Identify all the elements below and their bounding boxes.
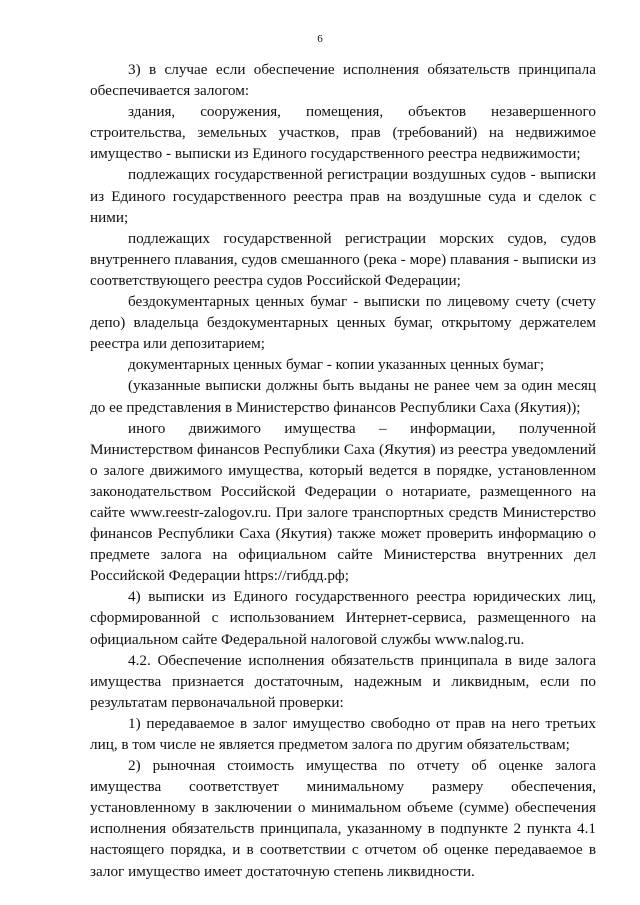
document-body	[90, 59, 596, 882]
paragraph-free-of-rights: 1) передаваемое в залог имущество свободно от прав на него третьих лиц, в том числе не является предметом залога по другим обязательствам;	[90, 714, 596, 753]
page-number: 6	[317, 33, 323, 45]
paragraph-vessels: подлежащих государственной регистрации морских судов, судов внутреннего плавания, судов смешанного (река - море) плавания - выписки из соответствующего реестра судов Российской Федерации;	[90, 229, 596, 289]
paragraph-movable-property: иного движимого имущества – информации, полученной Министерством финансов Республики Саха (Якутия) из реестра уведомлений о залоге движимого имущества, который ведется в порядке, установленном законодательством Российской Федерации о нотариате, размещенного на сайте www.reestr-zalogov.ru. При залоге транспортных средств Министерство финансов Республики Саха (Якутия) также может проверить информацию о предмете залога на официальном сайте Министерства внутренних дел Российской Федерации https://гибдд.рф;	[90, 419, 596, 585]
paragraph-legal-entities-register: 4) выписки из Единого государственного реестра юридических лиц, сформированной с использованием Интернет-сервиса, размещенного на официальном сайте Федеральной налоговой службы www.nalog.ru.	[90, 588, 596, 648]
paragraph-uncertificated-securities: бездокументарных ценных бумаг - выписки по лицевому счету (счету депо) владельца бездокументарных ценных бумаг, открытому держателем реестра или депозитарием;	[90, 293, 596, 353]
paragraph-section-4-2: 4.2. Обеспечение исполнения обязательств принципала в виде залога имущества признается достаточным, надежным и ликвидным, если по результатам первоначальной проверки:	[90, 651, 596, 711]
paragraph-real-estate: здания, сооружения, помещения, объектов незавершенного строительства, земельных участков, прав (требований) на недвижимое имущество - выписки из Единого государственного реестра недвижимости;	[90, 103, 596, 163]
paragraph-extract-validity: (указанные выписки должны быть выданы не ранее чем за один месяц до ее представления в Министерство финансов Республики Саха (Якутия));	[90, 377, 596, 416]
paragraph-market-value: 2) рыночная стоимость имущества по отчету об оценке залога имущества соответствует минимальному размеру обеспечения, установленному в заключении о минимальном объеме (сумме) обеспечения исполнения обязательств принципала, указанному в подпункте 2 пункта 4.1 настоящего порядка, и в соответствии с отчетом об оценке передаваемое в залог имущество имеет достаточную степень ликвидности.	[90, 757, 596, 880]
paragraph-pledge-intro: 3) в случае если обеспечение исполнения обязательств принципала обеспечивается залогом:	[90, 61, 596, 100]
paragraph-certificated-securities: документарных ценных бумаг - копии указанных ценных бумаг;	[128, 356, 545, 374]
paragraph-aircraft: подлежащих государственной регистрации воздушных судов - выписки из Единого государственного реестра прав на воздушные суда и сделок с ними;	[90, 166, 596, 226]
